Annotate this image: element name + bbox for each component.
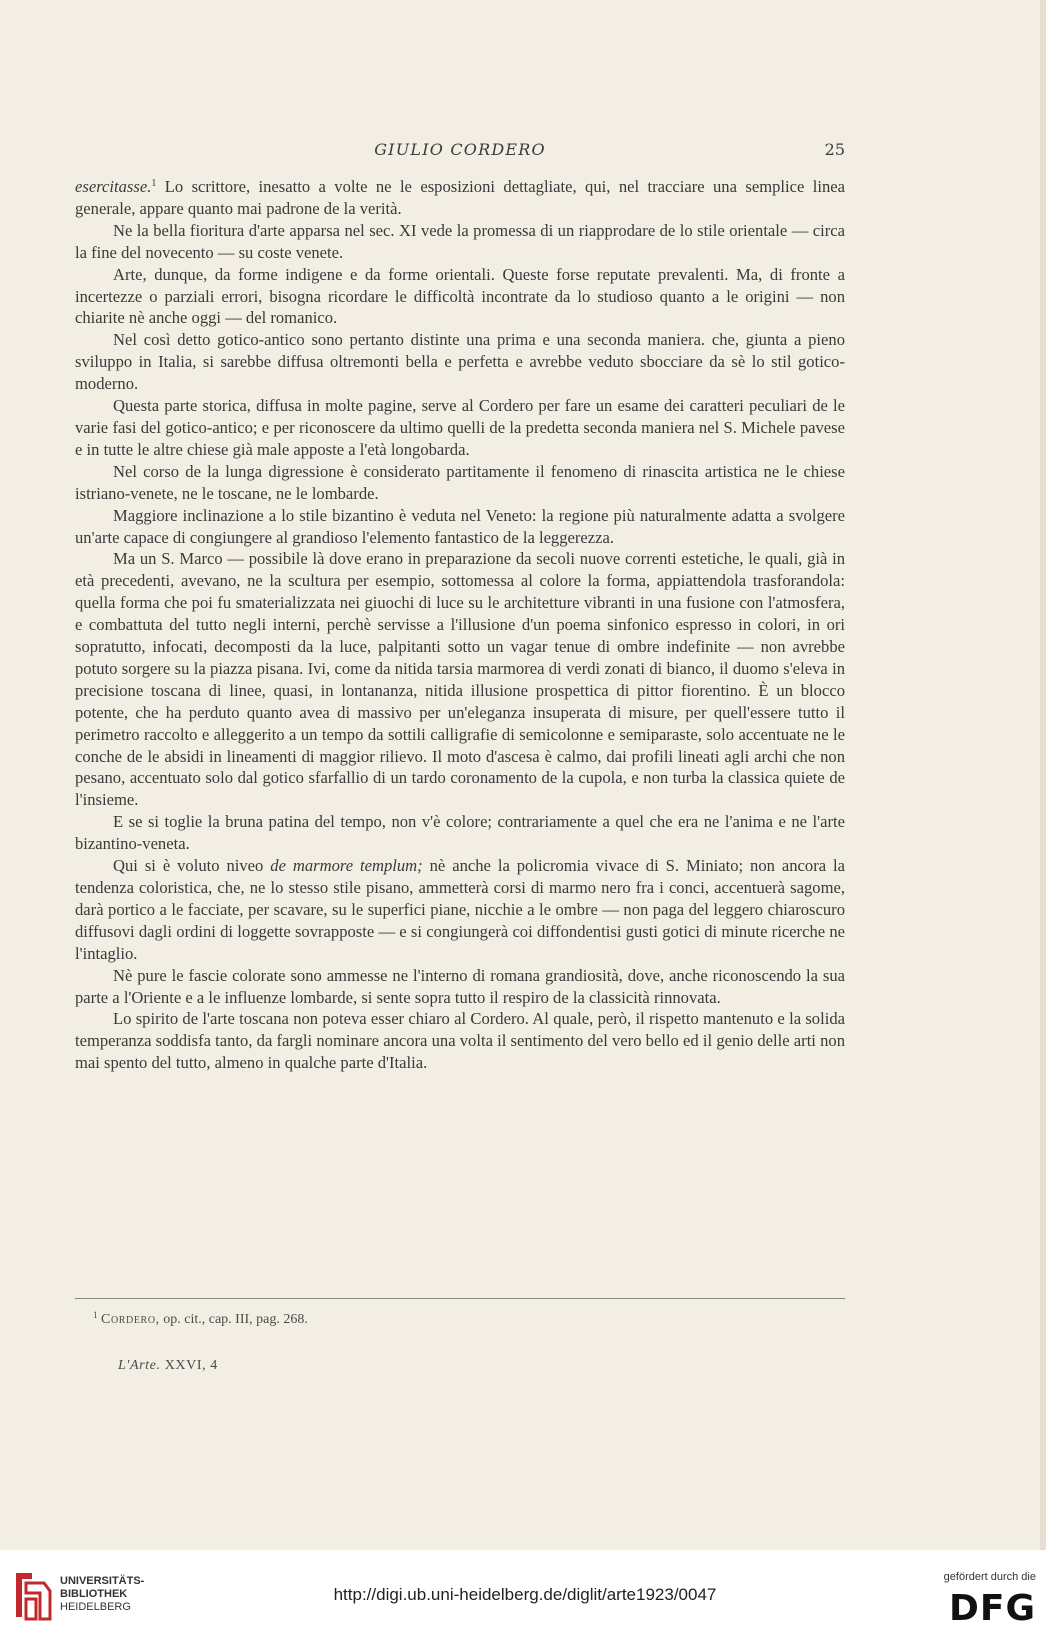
footnote-ref: 1 (151, 178, 157, 189)
library-name-line: HEIDELBERG (60, 1601, 131, 1613)
paragraph: Maggiore inclinazione a lo stile bizantino è veduta nel Veneto: la regione più naturalmente adatta a svolgere un'arte capace di congiungere al grandioso l'elemento fantastico de la leggerezza. (75, 505, 845, 547)
paragraph: E se si toglie la bruna patina del tempo, non v'è colore; contrariamente a quel che era ne l'anima e ne l'arte bizantino-veneta. (75, 812, 845, 854)
running-title: GIULIO CORDERO (374, 140, 546, 159)
paragraph: Questa parte storica, diffusa in molte pagine, serve al Cordero per fare un esame dei caratteri peculiari de le varie fasi del gotico-antico; e per riconoscere da ultimo quelli de la predetta seconda maniera nel S. Michele pavese e in tutte le altre chiese già male apposte a l'età longobarda. (75, 396, 845, 459)
digitization-footer (0, 1553, 1050, 1638)
footnote-author: Cordero, (101, 1312, 160, 1327)
paragraph-text: Lo scrittore, inesatto a volte ne le esposizioni dettagliate, qui, nel tracciare una semplice linea generale, appare quanto mai padrone de la verità. (75, 177, 845, 218)
paragraph: Ne la bella fioritura d'arte apparsa nel sec. XI vede la promessa di un riapprodare de lo stile orientale — circa la fine del novecento — su coste venete. (75, 220, 845, 262)
paragraph: Ma un S. Marco — possibile là dove erano in preparazione da secoli nuove correnti estetiche, le quali, già in età precedenti, avevano, ne la scultura per esempio, sottomessa al colore la forma, appiattendola trasforandola: quella forma che poi fu smaterializzata nei giuochi di luce su le architetture vibranti in una fusione con l'atmosfera, e combattuta del tutto negli interni, perchè servisse a l'illusione d'un poema sinfonico espresso in colori, in ori sopratutto, infocati, decomposti da la luce, palpitanti sotto un vagar tenue di ombre indefinite — non avrebbe potuto sorgere su la piazza pisana. Ivi, come da nitida tarsia marmorea di verdi zonati di bianco, il duomo s'eleva in precisione toscana di linee, quasi, in lontananza, nitida illusione prospettica di pittor fiorentino. È un blocco potente, che ha perduto quanto avea di massivo per un'eleganza insuperata di misure, per quell'essere tutto il perimetro raccolto e alleggerito a un tempo da sottili calligrafie di semicolonne e semiparaste, solo accentuate ne le conche de le absidi in lineamenti di maggior rilievo. Il moto d'ascesa è calmo, dai profili lineati agli archi che non pesano, accentuato solo dal gotico sfarfallio di un tardo coronamento de la cupola, e non turba la classica quiete de l'insieme. (75, 549, 845, 810)
body-text (75, 176, 845, 1074)
page-number: 25 (824, 140, 845, 159)
paragraph-text: Qui si è voluto niveo (113, 856, 271, 876)
journal-name: L'Arte. (118, 1358, 161, 1373)
paragraph: Arte, dunque, da forme indigene e da forme orientali. Queste forse reputate prevalenti. Ma, di fronte a incertezze o parziali errori, bisogna ricordare le difficoltà incontrate da lo studioso quanto a le origini — non chiarite nè anche oggi — del romanico. (75, 264, 845, 328)
signature-mark (118, 1358, 218, 1374)
paragraph (75, 855, 845, 965)
paragraph: Nè pure le fascie colorate sono ammesse ne l'interno di romana grandiosità, dove, anche riconoscendo la sua parte a l'Oriente e a le influenze lombarde, si sente sopra tutto il respiro de la classicità rinnovata. (75, 965, 845, 1007)
footnote (93, 1310, 833, 1328)
page-header (75, 140, 845, 164)
paragraph (75, 176, 845, 220)
footnote-number: 1 (93, 1310, 98, 1320)
dfg-logo: DFG (948, 1588, 1036, 1629)
italic-text: esercitasse. (75, 177, 152, 196)
paragraph: Lo spirito de l'arte toscana non poteva esser chiaro al Cordero. Al quale, però, il rispetto mantenuto e la solida temperanza soddisfa tanto, da fargli nominare ancora una volta il sentimento del vero bello ed il genio delle arti non mai spento del tutto, almeno in qualche parte d'Italia. (75, 1009, 845, 1073)
italic-text: de marmore templum; (270, 856, 423, 876)
paragraph: Nel corso de la lunga digressione è considerato partitamente il fenomeno di rinascita artistica ne le chiese istriano-venete, ne le toscane, ne le lombarde. (75, 461, 845, 503)
footnote-citation: op. cit., cap. III, pag. 268. (159, 1312, 308, 1327)
paragraph-text: nè anche la policromia vivace di S. Miniato; non ancora la tendenza coloristica, che, ne lo stesso stile pisano, ammetterà corsi di marmo nero fra i conci, accentuerà sagome, darà portico a le facciate, per scavare, su le superfici piane, nicchie a le ombre — non paga del leggero chiaroscuro diffusovi dagli ordini di loggette sovrapposte — e si congiungerà coi diffondentisi gusti gotici di minute ricerche ne l'intaglio. (75, 856, 845, 963)
paragraph: Nel così detto gotico-antico sono pertanto distinte una prima e una seconda maniera. che, giunta a pieno sviluppo in Italia, si sarebbe diffusa oltremonti bella e perfetta e avrebbe veduto sbocciare da sè lo stil gotico-moderno. (75, 330, 845, 394)
library-name-line: UNIVERSITÄTS- (60, 1575, 145, 1587)
footnote-divider (75, 1298, 845, 1299)
source-url-link[interactable]: http://digi.ub.uni-heidelberg.de/diglit/arte1923/0047 (333, 1585, 717, 1604)
library-name-line: BIBLIOTHEK (60, 1588, 128, 1600)
volume-number: XXVI, 4 (160, 1358, 218, 1373)
funded-by-label: gefördert durch die (943, 1571, 1036, 1583)
